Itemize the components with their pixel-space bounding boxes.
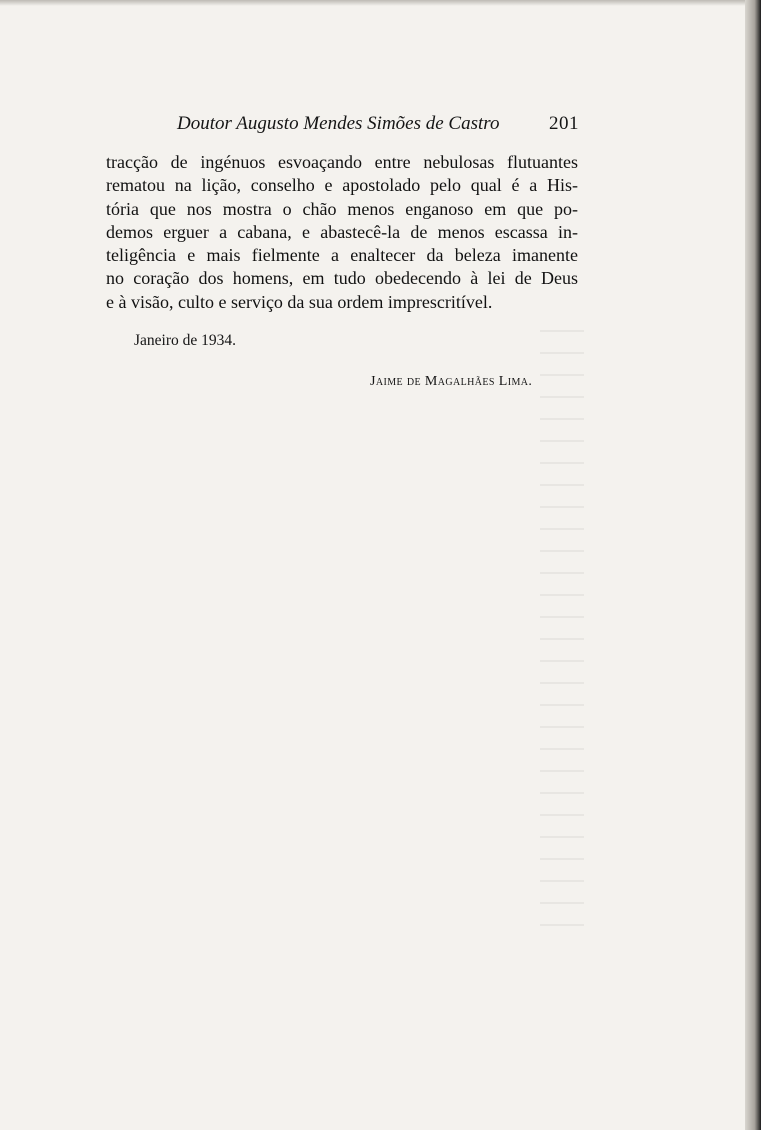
page-top-shadow <box>0 0 748 6</box>
author-signature: Jaime de Magalhães Lima. <box>370 374 533 389</box>
text-line: tracção de ingénuos esvoaçando entre nebulosas flutuantes <box>106 152 578 172</box>
page-number: 201 <box>549 113 579 134</box>
text-line: tória que nos mostra o chão menos enganoso em que po- <box>106 198 578 219</box>
body-paragraph <box>106 151 578 314</box>
page-edge-shadow <box>745 0 761 1130</box>
show-through-texture <box>540 330 584 930</box>
running-title: Doutor Augusto Mendes Simões de Castro <box>177 113 500 134</box>
page-header <box>0 113 748 137</box>
text-line: no coração dos homens, em tudo obedecendo à lei de Deus <box>106 268 578 289</box>
text-line: demos erguer a cabana, e abastecê-la de menos escassa in- <box>106 221 578 242</box>
text-line: teligência e mais fielmente a enaltecer da beleza imanente <box>106 245 578 266</box>
text-line: e à visão, culto e serviço da sua ordem imprescritível. <box>106 291 493 312</box>
text-line: rematou na lição, conselho e apostolado pelo qual é a His- <box>106 175 578 196</box>
closing-date: Janeiro de 1934. <box>134 332 237 349</box>
